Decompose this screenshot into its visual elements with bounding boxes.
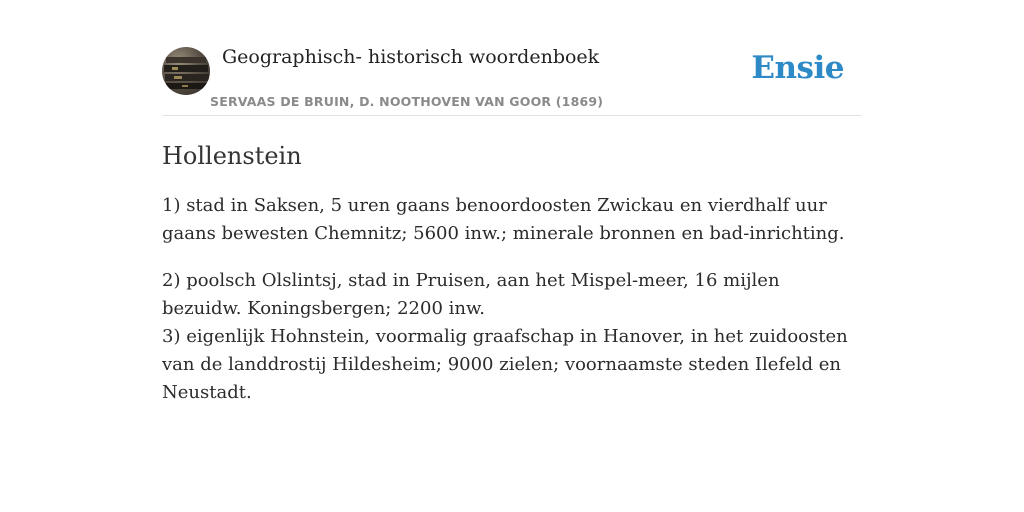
book-title[interactable]: Geographisch- historisch woordenboek [222, 46, 600, 68]
entry-body [162, 192, 862, 407]
entry-title: Hollenstein [162, 142, 302, 170]
book-cover-avatar[interactable] [162, 47, 210, 95]
entry-paragraph-3: 3) eigenlijk Hohnstein, voormalig graafschap in Hanover, in het zuidoosten van de landdrostij Hildesheim; 9000 zielen; voornaamste steden Ilefeld en Neustadt. [162, 326, 848, 403]
page [162, 0, 862, 407]
book-spines-icon [162, 47, 210, 95]
ensie-logo-link[interactable]: Ensie [751, 50, 844, 86]
book-author: SERVAAS DE BRUIN, D. NOOTHOVEN VAN GOOR (1869) [210, 94, 604, 109]
book-header [162, 0, 862, 116]
entry-paragraph-1: 1) stad in Saksen, 5 uren gaans benoordoosten Zwickau en vierdhalf uur gaans bewesten Chemnitz; 5600 inw.; minerale bronnen en bad-inrichting. [162, 195, 845, 244]
entry-paragraph-2: 2) poolsch Olslintsj, stad in Pruisen, aan het Mispel-meer, 16 mijlen bezuidw. Koningsbergen; 2200 inw. [162, 270, 780, 319]
